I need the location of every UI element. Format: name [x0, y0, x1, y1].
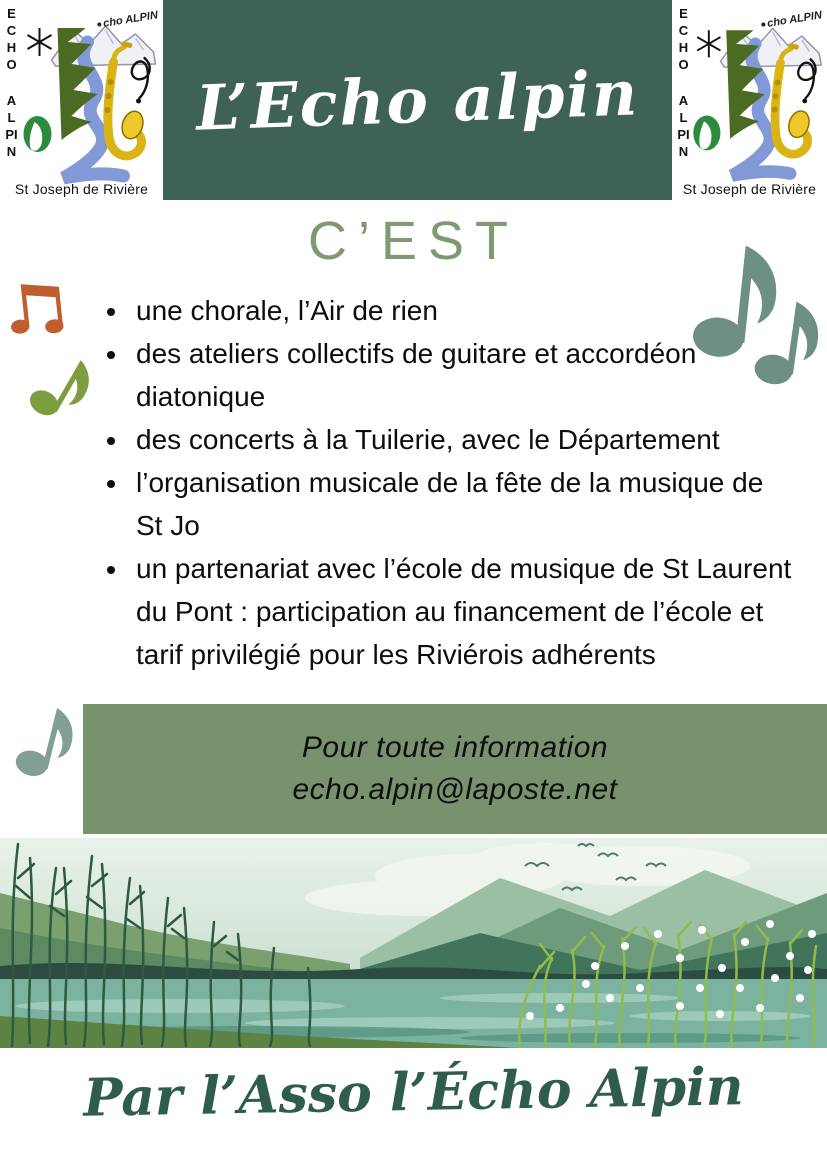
olive-eighth-note-icon — [23, 344, 104, 432]
footer-credit: Par l’Asso l’Écho Alpin — [82, 1056, 745, 1129]
logo-illustration — [672, 0, 827, 200]
snowflake-icon — [697, 30, 720, 57]
list-item: • une chorale, l’Air de rien — [130, 289, 792, 332]
contact-info-label: Pour toute information — [301, 731, 609, 764]
logo-handwritten-text: cho ALPIN — [96, 9, 158, 30]
list-item: • des concerts à la Tuilerie, avec le Département — [130, 418, 792, 461]
page-title: L’Echo alpin — [194, 55, 641, 145]
green-oval-graphic — [693, 116, 720, 151]
logo-caption: St Joseph de Rivière — [14, 181, 149, 197]
orange-beamed-note-icon — [5, 275, 73, 338]
logo-vertical-word-alpin: ALPIN — [5, 93, 18, 159]
section-heading: C’EST — [307, 211, 519, 271]
list-item: • des ateliers collectifs de guitare et accordéon diatonique — [130, 332, 792, 418]
echo-alpin-logo-right — [672, 0, 827, 200]
note-dot-icon — [761, 22, 766, 27]
lake-landscape-illustration — [0, 838, 827, 1048]
logo-caption: St Joseph de Rivière — [682, 181, 817, 197]
header-band — [163, 0, 672, 200]
list-item: • l’organisation musicale de la fête de la musique de St Jo — [130, 461, 792, 547]
contact-info-box — [83, 704, 827, 834]
note-dot-icon — [97, 22, 102, 27]
logo-handwritten-text: cho ALPIN — [760, 9, 822, 30]
activities-list — [100, 289, 792, 676]
teal-eighth-note-left-icon — [11, 696, 85, 787]
list-item: • un partenariat avec l’école de musique de St Laurent du Pont : participation au financement de l’école et tarif privilégié pour les Riviérois adhérents — [130, 547, 792, 676]
logo-vertical-word-alpin: ALPIN — [677, 93, 690, 159]
logo-vertical-word-echo: ECHO — [6, 6, 17, 72]
echo-alpin-logo-left — [0, 0, 163, 200]
snowflake-icon — [28, 28, 52, 56]
contact-email: echo.alpin@laposte.net — [292, 773, 618, 806]
logo-illustration — [0, 0, 163, 200]
logo-vertical-word-echo: ECHO — [678, 6, 689, 72]
green-oval-graphic — [24, 116, 52, 152]
